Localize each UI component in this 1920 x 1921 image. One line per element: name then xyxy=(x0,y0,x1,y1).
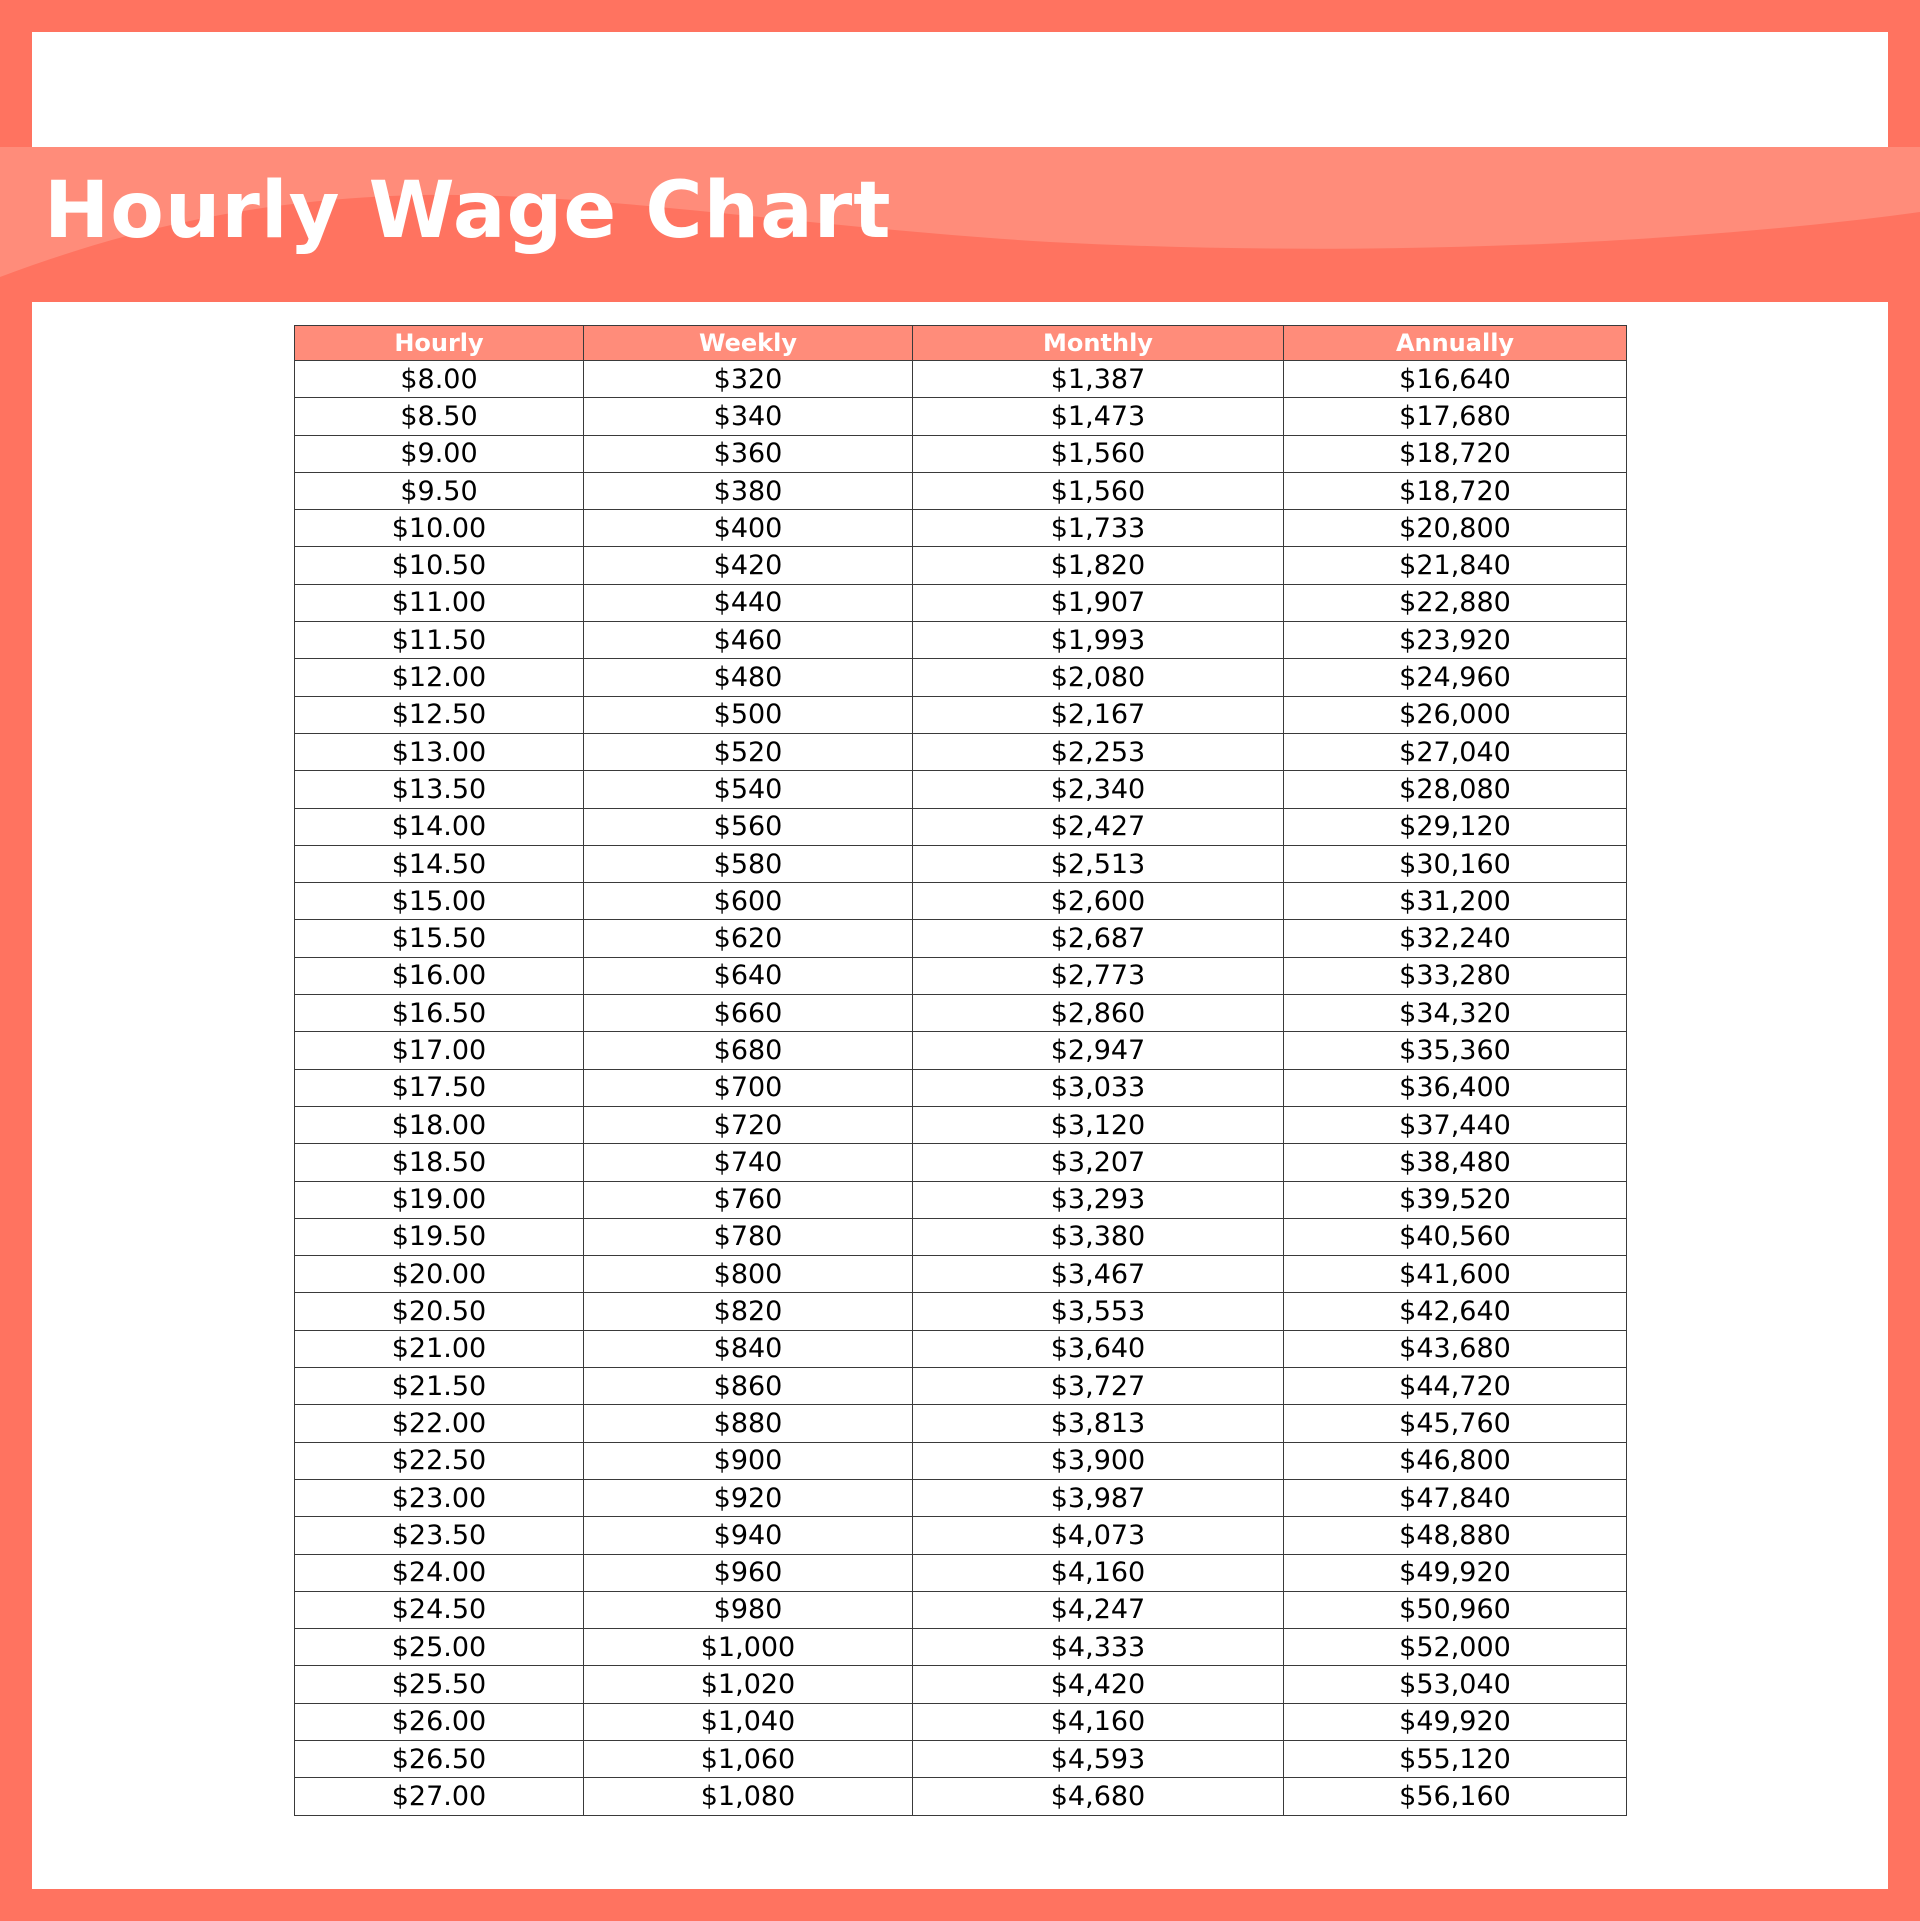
cell-weekly: $680 xyxy=(584,1032,913,1069)
cell-annually: $47,840 xyxy=(1284,1479,1627,1516)
cell-weekly: $480 xyxy=(584,659,913,696)
cell-hourly: $8.00 xyxy=(295,361,584,398)
cell-annually: $26,000 xyxy=(1284,696,1627,733)
cell-monthly: $1,387 xyxy=(913,361,1284,398)
cell-hourly: $9.50 xyxy=(295,472,584,509)
cell-annually: $45,760 xyxy=(1284,1405,1627,1442)
cell-weekly: $400 xyxy=(584,510,913,547)
cell-hourly: $20.00 xyxy=(295,1256,584,1293)
cell-hourly: $19.00 xyxy=(295,1181,584,1218)
cell-annually: $55,120 xyxy=(1284,1740,1627,1777)
page-title: Hourly Wage Chart xyxy=(44,166,892,256)
table-row xyxy=(295,1778,1627,1815)
table-row xyxy=(295,1517,1627,1554)
cell-monthly: $4,333 xyxy=(913,1629,1284,1666)
cell-monthly: $1,560 xyxy=(913,472,1284,509)
table-row xyxy=(295,771,1627,808)
cell-monthly: $2,600 xyxy=(913,883,1284,920)
cell-weekly: $1,080 xyxy=(584,1778,913,1815)
cell-hourly: $23.50 xyxy=(295,1517,584,1554)
cell-hourly: $24.50 xyxy=(295,1591,584,1628)
cell-monthly: $2,427 xyxy=(913,808,1284,845)
cell-hourly: $16.00 xyxy=(295,957,584,994)
cell-hourly: $26.00 xyxy=(295,1703,584,1740)
cell-weekly: $720 xyxy=(584,1106,913,1143)
cell-hourly: $23.00 xyxy=(295,1479,584,1516)
cell-monthly: $3,293 xyxy=(913,1181,1284,1218)
table-row xyxy=(295,1591,1627,1628)
cell-weekly: $860 xyxy=(584,1368,913,1405)
cell-monthly: $4,680 xyxy=(913,1778,1284,1815)
cell-annually: $23,920 xyxy=(1284,622,1627,659)
cell-annually: $49,920 xyxy=(1284,1703,1627,1740)
cell-monthly: $2,947 xyxy=(913,1032,1284,1069)
table-row xyxy=(295,398,1627,435)
cell-monthly: $1,907 xyxy=(913,584,1284,621)
cell-annually: $17,680 xyxy=(1284,398,1627,435)
cell-hourly: $13.00 xyxy=(295,733,584,770)
cell-hourly: $20.50 xyxy=(295,1293,584,1330)
cell-weekly: $960 xyxy=(584,1554,913,1591)
table-row xyxy=(295,1144,1627,1181)
table-row xyxy=(295,1442,1627,1479)
cell-weekly: $760 xyxy=(584,1181,913,1218)
cell-annually: $52,000 xyxy=(1284,1629,1627,1666)
cell-monthly: $3,640 xyxy=(913,1330,1284,1367)
table-row xyxy=(295,1629,1627,1666)
table-row xyxy=(295,1106,1627,1143)
cell-monthly: $1,993 xyxy=(913,622,1284,659)
cell-hourly: $15.50 xyxy=(295,920,584,957)
cell-weekly: $780 xyxy=(584,1218,913,1255)
cell-monthly: $4,593 xyxy=(913,1740,1284,1777)
column-header-weekly: Weekly xyxy=(584,326,913,361)
cell-monthly: $4,247 xyxy=(913,1591,1284,1628)
table-row xyxy=(295,547,1627,584)
cell-hourly: $15.00 xyxy=(295,883,584,920)
cell-hourly: $9.00 xyxy=(295,435,584,472)
cell-monthly: $3,900 xyxy=(913,1442,1284,1479)
cell-monthly: $4,420 xyxy=(913,1666,1284,1703)
cell-annually: $32,240 xyxy=(1284,920,1627,957)
table-row xyxy=(295,510,1627,547)
table-row xyxy=(295,1666,1627,1703)
cell-weekly: $940 xyxy=(584,1517,913,1554)
cell-hourly: $22.50 xyxy=(295,1442,584,1479)
cell-hourly: $10.00 xyxy=(295,510,584,547)
cell-weekly: $840 xyxy=(584,1330,913,1367)
cell-annually: $46,800 xyxy=(1284,1442,1627,1479)
cell-hourly: $24.00 xyxy=(295,1554,584,1591)
cell-hourly: $21.50 xyxy=(295,1368,584,1405)
cell-weekly: $520 xyxy=(584,733,913,770)
cell-monthly: $2,253 xyxy=(913,733,1284,770)
table-row xyxy=(295,920,1627,957)
cell-weekly: $1,020 xyxy=(584,1666,913,1703)
table-row xyxy=(295,995,1627,1032)
table-row xyxy=(295,361,1627,398)
cell-weekly: $640 xyxy=(584,957,913,994)
cell-hourly: $26.50 xyxy=(295,1740,584,1777)
cell-monthly: $3,813 xyxy=(913,1405,1284,1442)
cell-annually: $40,560 xyxy=(1284,1218,1627,1255)
cell-annually: $37,440 xyxy=(1284,1106,1627,1143)
cell-weekly: $440 xyxy=(584,584,913,621)
cell-annually: $41,600 xyxy=(1284,1256,1627,1293)
cell-annually: $36,400 xyxy=(1284,1069,1627,1106)
table-row xyxy=(295,808,1627,845)
cell-weekly: $880 xyxy=(584,1405,913,1442)
cell-monthly: $3,380 xyxy=(913,1218,1284,1255)
cell-monthly: $4,073 xyxy=(913,1517,1284,1554)
table-row xyxy=(295,584,1627,621)
table-row xyxy=(295,435,1627,472)
column-header-hourly: Hourly xyxy=(295,326,584,361)
cell-weekly: $900 xyxy=(584,1442,913,1479)
table-row xyxy=(295,733,1627,770)
table-row xyxy=(295,1293,1627,1330)
cell-weekly: $980 xyxy=(584,1591,913,1628)
cell-annually: $43,680 xyxy=(1284,1330,1627,1367)
cell-annually: $35,360 xyxy=(1284,1032,1627,1069)
cell-weekly: $420 xyxy=(584,547,913,584)
cell-weekly: $820 xyxy=(584,1293,913,1330)
cell-hourly: $10.50 xyxy=(295,547,584,584)
table-row xyxy=(295,1554,1627,1591)
table-row xyxy=(295,1218,1627,1255)
cell-hourly: $12.00 xyxy=(295,659,584,696)
cell-weekly: $560 xyxy=(584,808,913,845)
cell-weekly: $920 xyxy=(584,1479,913,1516)
wage-table xyxy=(294,325,1627,1816)
cell-annually: $29,120 xyxy=(1284,808,1627,845)
cell-annually: $49,920 xyxy=(1284,1554,1627,1591)
cell-annually: $22,880 xyxy=(1284,584,1627,621)
cell-monthly: $2,513 xyxy=(913,845,1284,882)
cell-weekly: $580 xyxy=(584,845,913,882)
cell-monthly: $1,733 xyxy=(913,510,1284,547)
cell-hourly: $19.50 xyxy=(295,1218,584,1255)
table-row xyxy=(295,883,1627,920)
cell-weekly: $600 xyxy=(584,883,913,920)
cell-annually: $20,800 xyxy=(1284,510,1627,547)
cell-monthly: $2,167 xyxy=(913,696,1284,733)
cell-hourly: $12.50 xyxy=(295,696,584,733)
table-row xyxy=(295,696,1627,733)
table-row xyxy=(295,1368,1627,1405)
cell-monthly: $3,467 xyxy=(913,1256,1284,1293)
cell-annually: $30,160 xyxy=(1284,845,1627,882)
cell-monthly: $1,473 xyxy=(913,398,1284,435)
cell-hourly: $17.50 xyxy=(295,1069,584,1106)
cell-annually: $33,280 xyxy=(1284,957,1627,994)
cell-hourly: $14.50 xyxy=(295,845,584,882)
table-row xyxy=(295,845,1627,882)
cell-weekly: $500 xyxy=(584,696,913,733)
cell-monthly: $3,033 xyxy=(913,1069,1284,1106)
cell-hourly: $27.00 xyxy=(295,1778,584,1815)
table-body xyxy=(295,361,1627,1816)
table-row xyxy=(295,1740,1627,1777)
cell-annually: $56,160 xyxy=(1284,1778,1627,1815)
table-row xyxy=(295,1479,1627,1516)
cell-annually: $34,320 xyxy=(1284,995,1627,1032)
cell-weekly: $540 xyxy=(584,771,913,808)
column-header-annually: Annually xyxy=(1284,326,1627,361)
cell-annually: $21,840 xyxy=(1284,547,1627,584)
cell-annually: $18,720 xyxy=(1284,472,1627,509)
cell-monthly: $2,080 xyxy=(913,659,1284,696)
cell-hourly: $8.50 xyxy=(295,398,584,435)
cell-hourly: $17.00 xyxy=(295,1032,584,1069)
cell-hourly: $18.00 xyxy=(295,1106,584,1143)
table-row xyxy=(295,1330,1627,1367)
cell-hourly: $11.50 xyxy=(295,622,584,659)
cell-annually: $44,720 xyxy=(1284,1368,1627,1405)
cell-monthly: $3,727 xyxy=(913,1368,1284,1405)
cell-hourly: $18.50 xyxy=(295,1144,584,1181)
cell-annually: $18,720 xyxy=(1284,435,1627,472)
table-row xyxy=(295,1069,1627,1106)
cell-annually: $42,640 xyxy=(1284,1293,1627,1330)
table-row xyxy=(295,1181,1627,1218)
cell-weekly: $360 xyxy=(584,435,913,472)
table-row xyxy=(295,659,1627,696)
table-row xyxy=(295,472,1627,509)
cell-hourly: $13.50 xyxy=(295,771,584,808)
cell-monthly: $3,553 xyxy=(913,1293,1284,1330)
cell-weekly: $1,000 xyxy=(584,1629,913,1666)
cell-monthly: $3,987 xyxy=(913,1479,1284,1516)
cell-hourly: $25.50 xyxy=(295,1666,584,1703)
cell-monthly: $2,773 xyxy=(913,957,1284,994)
cell-annually: $53,040 xyxy=(1284,1666,1627,1703)
table-row xyxy=(295,1256,1627,1293)
column-header-monthly: Monthly xyxy=(913,326,1284,361)
cell-weekly: $620 xyxy=(584,920,913,957)
cell-annually: $31,200 xyxy=(1284,883,1627,920)
cell-hourly: $14.00 xyxy=(295,808,584,845)
cell-weekly: $700 xyxy=(584,1069,913,1106)
table-row xyxy=(295,1405,1627,1442)
cell-weekly: $660 xyxy=(584,995,913,1032)
cell-monthly: $4,160 xyxy=(913,1703,1284,1740)
cell-annually: $28,080 xyxy=(1284,771,1627,808)
cell-weekly: $740 xyxy=(584,1144,913,1181)
cell-annually: $50,960 xyxy=(1284,1591,1627,1628)
table-row xyxy=(295,1703,1627,1740)
cell-hourly: $11.00 xyxy=(295,584,584,621)
table-row xyxy=(295,957,1627,994)
cell-monthly: $3,207 xyxy=(913,1144,1284,1181)
table-row xyxy=(295,622,1627,659)
cell-monthly: $4,160 xyxy=(913,1554,1284,1591)
cell-weekly: $320 xyxy=(584,361,913,398)
cell-annually: $27,040 xyxy=(1284,733,1627,770)
cell-monthly: $1,560 xyxy=(913,435,1284,472)
cell-weekly: $1,040 xyxy=(584,1703,913,1740)
cell-monthly: $3,120 xyxy=(913,1106,1284,1143)
cell-hourly: $16.50 xyxy=(295,995,584,1032)
cell-weekly: $460 xyxy=(584,622,913,659)
cell-hourly: $25.00 xyxy=(295,1629,584,1666)
cell-hourly: $22.00 xyxy=(295,1405,584,1442)
table-row xyxy=(295,1032,1627,1069)
cell-hourly: $21.00 xyxy=(295,1330,584,1367)
cell-weekly: $800 xyxy=(584,1256,913,1293)
cell-weekly: $1,060 xyxy=(584,1740,913,1777)
table-header-row xyxy=(295,326,1627,361)
wage-table-container xyxy=(294,325,1626,1816)
cell-annually: $48,880 xyxy=(1284,1517,1627,1554)
cell-weekly: $340 xyxy=(584,398,913,435)
cell-monthly: $2,340 xyxy=(913,771,1284,808)
cell-annually: $39,520 xyxy=(1284,1181,1627,1218)
cell-annually: $24,960 xyxy=(1284,659,1627,696)
cell-monthly: $1,820 xyxy=(913,547,1284,584)
cell-weekly: $380 xyxy=(584,472,913,509)
cell-monthly: $2,860 xyxy=(913,995,1284,1032)
cell-annually: $38,480 xyxy=(1284,1144,1627,1181)
cell-annually: $16,640 xyxy=(1284,361,1627,398)
cell-monthly: $2,687 xyxy=(913,920,1284,957)
